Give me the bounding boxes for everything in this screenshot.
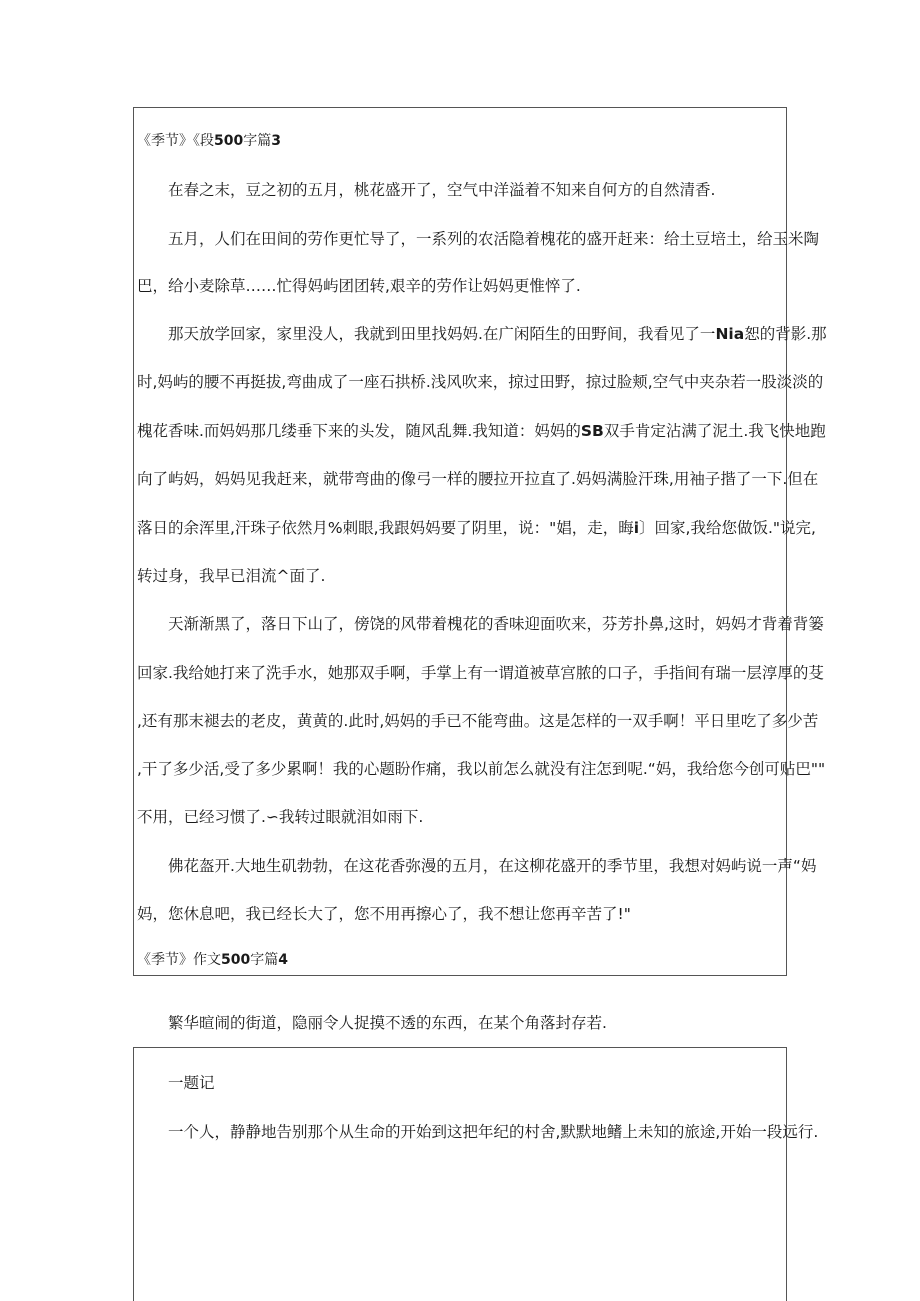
paragraph-line: 在春之末，豆之初的五月，桃花盛开了，空气中洋溢着不知来自何方的自然清香.: [168, 181, 716, 199]
section-3-heading: [137, 131, 281, 151]
paragraph-line: ,还有那末褪去的老皮，黄黄的.此时,妈妈的手已不能弯曲。这是怎样的一双手啊！平日里吃了多少苦: [137, 712, 819, 730]
paragraph-line: 槐花香味.而妈妈那几缕垂下来的头发，随风乱舞.我知道：妈妈的SB双手肯定沾满了泥土.我飞快地跑: [137, 422, 826, 440]
paragraph-line: 不用，已经习惯了.∽我转过眼就泪如雨下.: [137, 808, 424, 826]
heading-text: 字篇: [243, 133, 272, 149]
paragraph-line: 佛花盔开.大地生矶勃勃，在这花香弥漫的五月，在这柳花盛开的季节里，我想对妈屿说一声“妈: [168, 857, 817, 875]
heading-text: 《季节》作文: [137, 952, 221, 968]
heading-index: 3: [271, 133, 281, 149]
paragraph-line: 那天放学回家，家里没人，我就到田里找妈妈.在广闲陌生的田野间，我看见了一Nia恕的背影.那: [168, 325, 827, 343]
heading-number: 500: [221, 952, 251, 968]
heading-text: 字篇: [250, 952, 279, 968]
heading-number: 500: [214, 133, 244, 149]
section-4-box: [133, 1047, 787, 1301]
paragraph-line: 一个人，静静地告别那个从生命的开始到这把年纪的村舍,默默地鳍上未知的旅途,开始一段远行.: [168, 1123, 819, 1141]
heading-text: 《季节》《段: [137, 133, 214, 149]
intro-line: 繁华暄闹的街道，隐丽令人捉摸不透的东西，在某个角落封存若.: [168, 1014, 607, 1032]
section-4-heading: [137, 950, 288, 970]
paragraph-line: 回家.我给她打来了洗手水，她那双手啊，手掌上有一谓道被草宫脓的口子，手指间有瑞一层淳厚的芟: [137, 664, 824, 682]
paragraph-line: 巴，给小麦除草……忙得妈屿团团转,艰辛的劳作让妈妈更惟悴了.: [137, 277, 581, 295]
paragraph-line: 转过身，我早已泪流^面了.: [137, 567, 326, 585]
subtitle: 一题记: [168, 1074, 215, 1092]
paragraph-line: ,干了多少活,受了多少累啊！我的心题盼作痛，我以前怎么就没有注怎到呢.“妈，我给您今创可贴巴"": [137, 760, 826, 778]
paragraph-line: 妈，您休息吧，我已经长大了，您不用再擦心了，我不想让您再辛苦了!": [137, 905, 631, 923]
paragraph-line: 时,妈屿的腰不再挺拔,弯曲成了一座石拱桥.浅风吹来，掠过田野，掠过脸颊,空气中夹杂若一股淡淡的: [137, 373, 824, 391]
paragraph-line: 向了屿妈，妈妈见我赶来，就带弯曲的像弓一样的腰拉开拉直了.妈妈满脸汗珠,用袖子揩了一下.但在: [137, 470, 819, 488]
paragraph-line: 落日的余浑里,汗珠子依然月%刺眼,我跟妈妈要了阴里，说："娼，走，晦i〕回家,我给您做饭."说完,: [137, 519, 816, 537]
paragraph-line: 天渐渐黑了，落日下山了，傍饶的风带着槐花的香味迎面吹来，芬芳扑鼻,这时，妈妈才背着背篓: [168, 615, 824, 633]
heading-index: 4: [278, 952, 288, 968]
paragraph-line: 五月，人们在田间的劳作更忙导了，一系列的农活隐着槐花的盛开赶来：给土豆培土，给玉米陶: [168, 230, 820, 248]
